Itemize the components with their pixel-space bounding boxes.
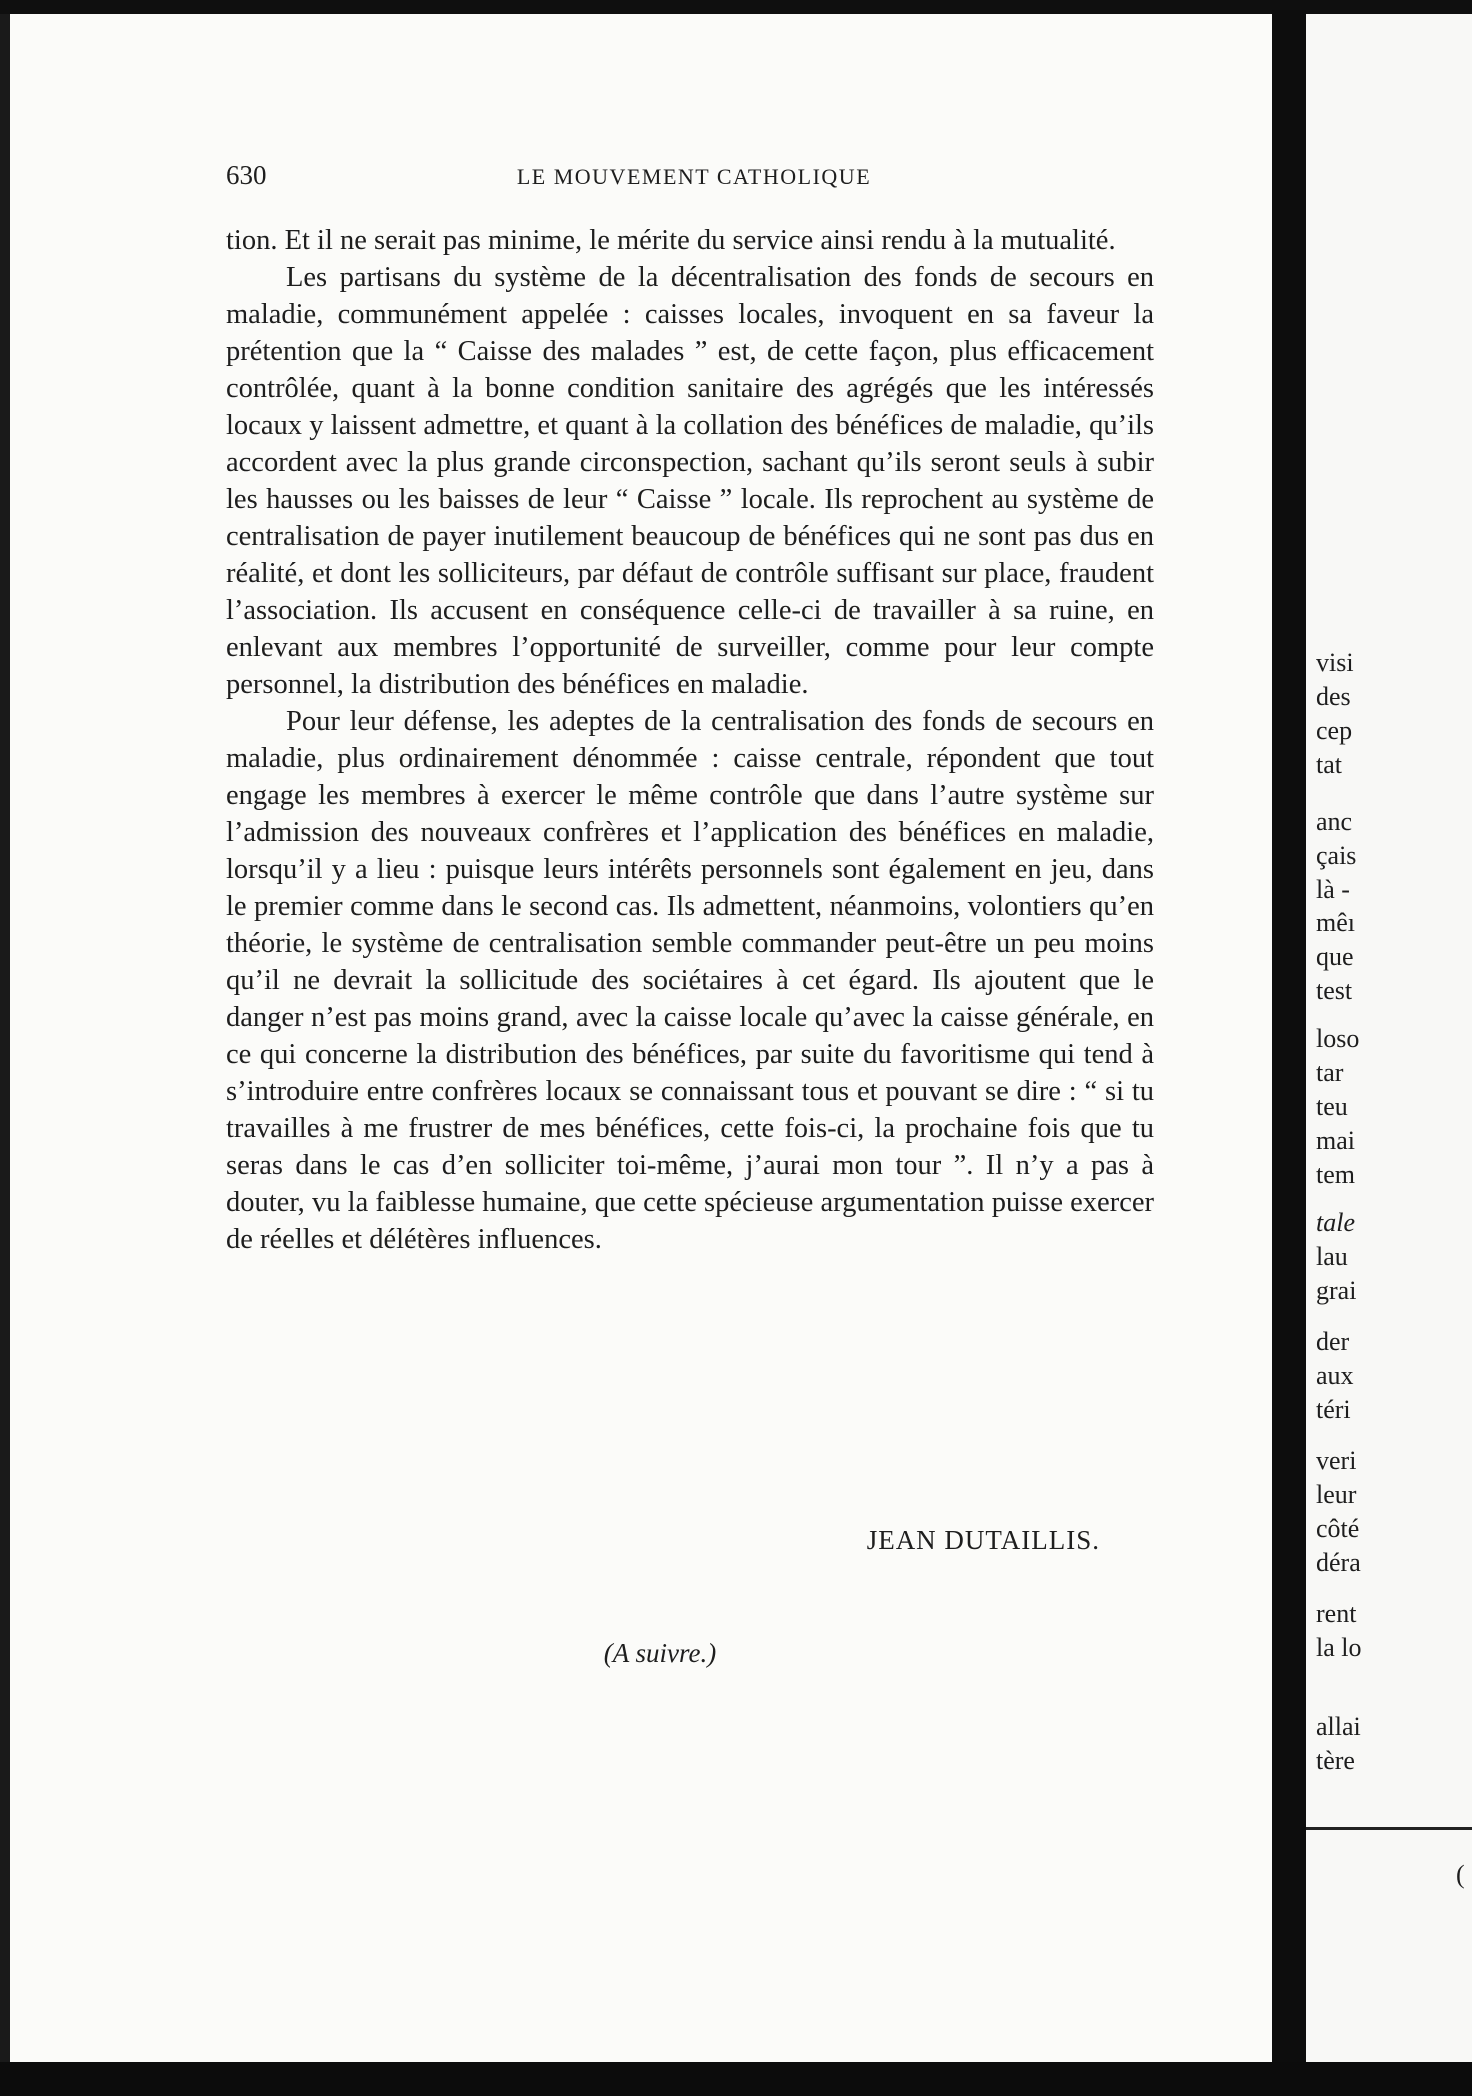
adjacent-page-fragment: leur — [1316, 1480, 1357, 1509]
adjacent-page-fragment: déra — [1316, 1548, 1361, 1577]
adjacent-page-fragment: téri — [1316, 1395, 1351, 1424]
running-head: LE MOUVEMENT CATHOLIQUE — [516, 164, 872, 189]
adjacent-page-edge — [1306, 14, 1472, 2062]
page-number: 630 — [226, 160, 267, 190]
continued-note: (A suivre.) — [603, 1638, 717, 1668]
adjacent-page-fragment: visi — [1316, 648, 1354, 677]
adjacent-page-fragment: cep — [1316, 716, 1353, 745]
adjacent-page-fragment: teu — [1316, 1092, 1348, 1121]
adjacent-page-fragment: la lo — [1316, 1633, 1362, 1662]
adjacent-page-fragment: mêı — [1316, 908, 1355, 937]
adjacent-page-fragment: tat — [1316, 750, 1342, 779]
book-gutter — [1272, 10, 1306, 2066]
adjacent-page-fragment: ( — [1456, 1860, 1465, 1889]
adjacent-page-fragment: tère — [1316, 1746, 1355, 1775]
adjacent-page-fragment: des — [1316, 682, 1351, 711]
paragraph: Pour leur défense, les adeptes de la centralisation des fonds de secours en maladie, plus ordinairement dénommée : caisse centrale, répondent que tout engage les membres à exercer le même contrôle que dans l’autre système sur l’admission des nouveaux confrères et l’application des bénéfices en maladie, lorsqu’il y a lieu : puisque leurs intérêts personnels sont également en jeu, dans le premier comme dans le second cas. Ils admettent, néanmoins, volontiers qu’en théorie, le système de centralisation semble commander peut-être un peu moins qu’il ne devrait la sollicitude des sociétaires à cet égard. Ils ajoutent que le danger n’est pas moins grand, avec la caisse locale qu’avec la caisse générale, en ce qui concerne la distribution des bénéfices, par suite du favoritisme qui tend à s’introduire entre confrères locaux se connaissant tous et pouvant se dire : “ si tu travailles à me frustrer de mes bénéfices, cette fois-ci, la prochaine fois que tu seras dans le cas d’en solliciter toi-même, j’aurai mon tour ”. Il n’y a pas à douter, vu la faiblesse humaine, que cette spécieuse argumentation puisse exercer de réelles et délétères influences. — [226, 706, 1154, 1255]
paragraph: Les partisans du système de la décentralisation des fonds de secours en maladie, communément appelée : caisses locales, invoquent en sa faveur la prétention que la “ Caisse des malades ” est, de cette façon, plus efficacement contrôlée, quant à la bonne condition sanitaire des agrégés que les intéressés locaux y laissent admettre, et quant à la collation des bénéfices de maladie, qu’ils accordent avec la plus grande circonspection, sachant qu’ils seront seuls à subir les hausses ou les baisses de leur “ Caisse ” locale. Ils reprochent au système de centralisation de payer inutilement beaucoup de bénéfices qui ne sont pas dus en réalité, et dont les solliciteurs, par défaut de contrôle suffisant sur place, fraudent l’association. Ils accusent en conséquence celle-ci de travailler à sa ruine, en enlevant aux membres l’opportunité de surveiller, comme pour leur compte personnel, la distribution des bénéfices en maladie. — [226, 262, 1154, 700]
adjacent-page-fragment: allai — [1316, 1712, 1361, 1741]
adjacent-page-fragment: anc — [1316, 807, 1353, 836]
adjacent-page-fragment: lau — [1316, 1242, 1348, 1271]
adjacent-page-fragment: côté — [1316, 1514, 1360, 1543]
adjacent-page-fragment: tale — [1316, 1208, 1355, 1237]
adjacent-page-fragment: mai — [1316, 1126, 1355, 1155]
adjacent-page-fragment: que — [1316, 942, 1354, 971]
footnote-rule — [1306, 1827, 1472, 1830]
adjacent-page-fragment: test — [1316, 976, 1353, 1005]
author-signature: JEAN DUTAILLIS. — [866, 1525, 1100, 1555]
adjacent-page-fragment: der — [1316, 1327, 1350, 1356]
adjacent-page-fragment: tar — [1316, 1058, 1344, 1087]
paragraph: tion. Et il ne serait pas minime, le mérite du service ainsi rendu à la mutualité. — [226, 225, 1116, 256]
adjacent-page-fragment: aux — [1316, 1361, 1354, 1390]
adjacent-page-fragment: loso — [1316, 1024, 1360, 1053]
body-text — [226, 222, 1154, 1258]
adjacent-page-fragment: veri — [1316, 1446, 1357, 1475]
adjacent-page-fragment: tem — [1316, 1160, 1355, 1189]
scan-top-edge — [0, 0, 1472, 14]
adjacent-page-fragment: grai — [1316, 1276, 1357, 1305]
page-header — [222, 160, 1156, 196]
scan-bottom-edge — [0, 2062, 1472, 2096]
adjacent-page-fragment: rent — [1316, 1599, 1357, 1628]
adjacent-page-fragment: çais — [1316, 841, 1357, 870]
adjacent-page-fragment: là - — [1316, 875, 1350, 904]
